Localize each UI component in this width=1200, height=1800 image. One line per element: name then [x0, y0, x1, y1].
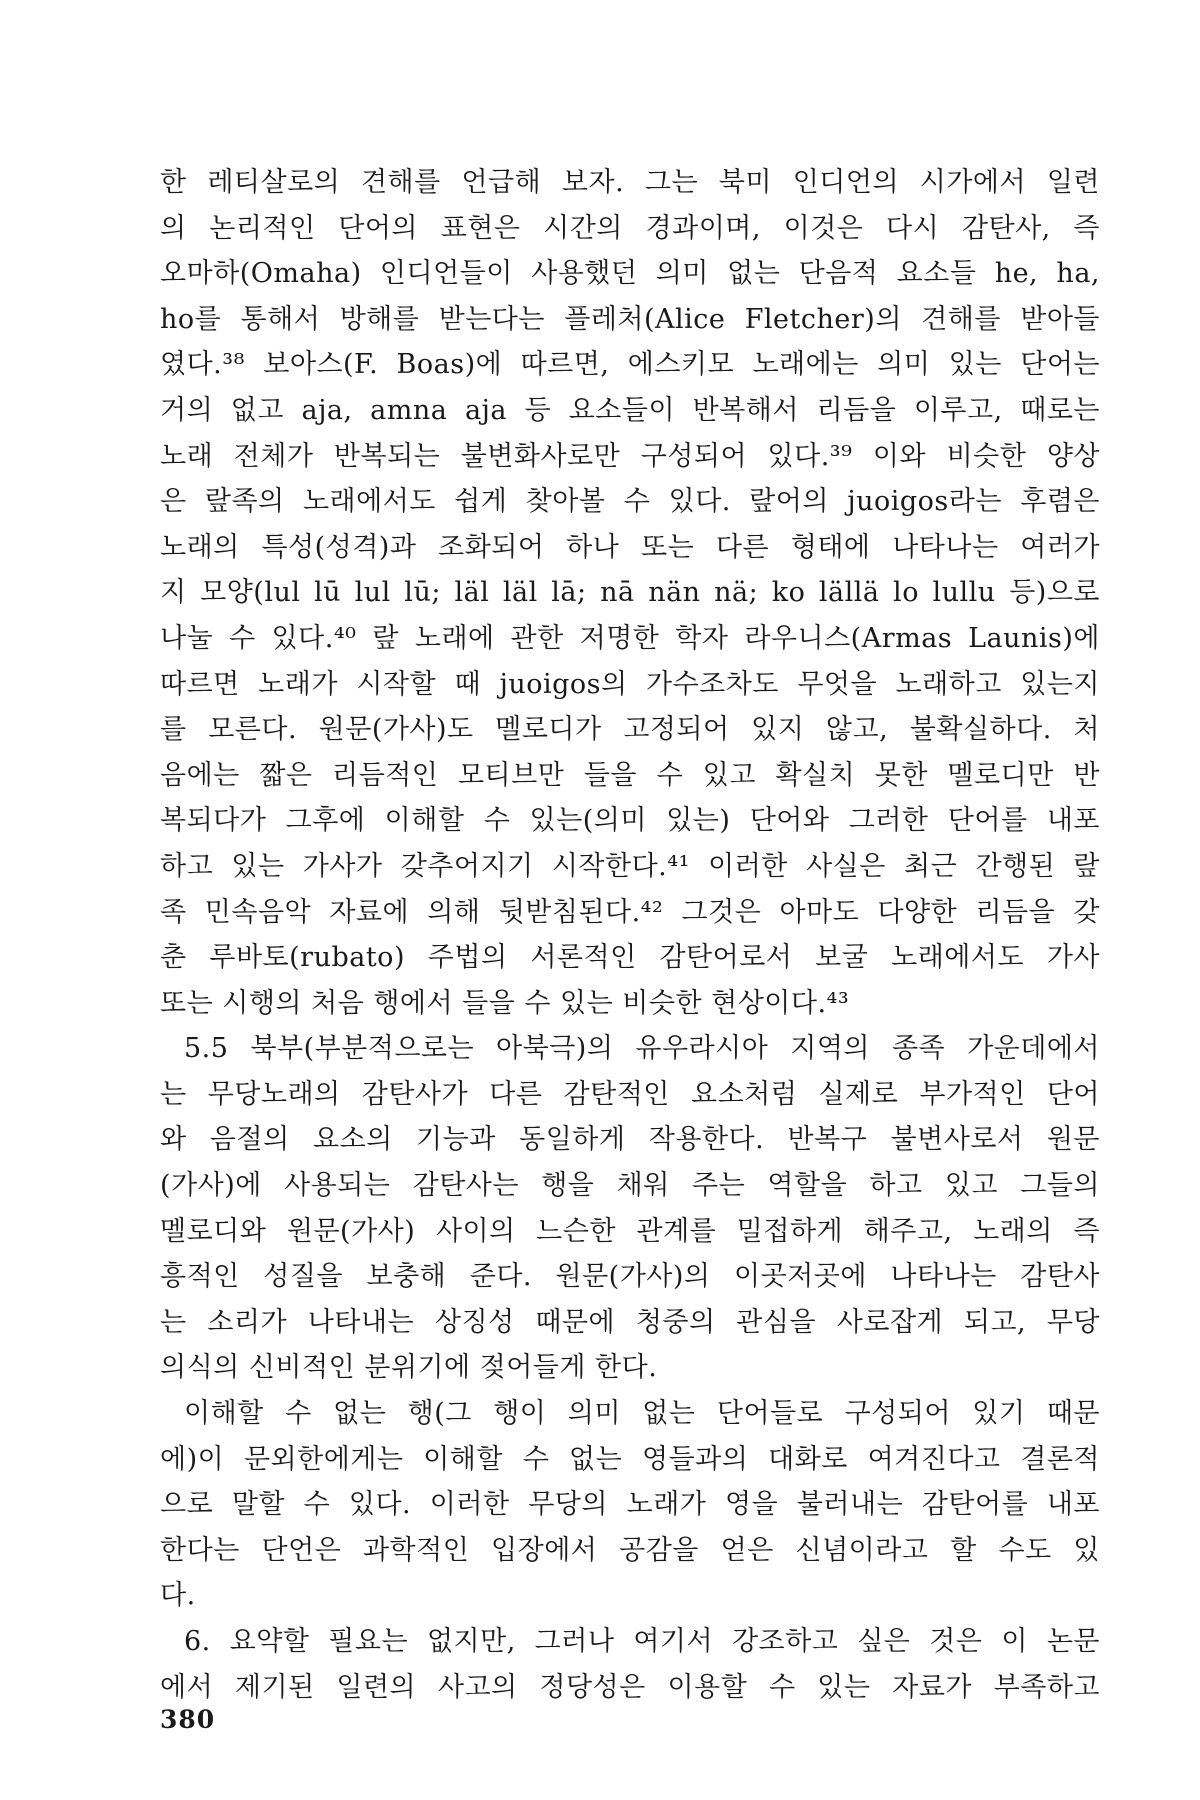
- text-line: 나눌 수 있다.⁴⁰ 랖 노래에 관한 저명한 학자 라우니스(Armas Launis)에: [160, 622, 1100, 654]
- text-line: 와 음절의 요소의 기능과 동일하게 작용한다. 반복구 불변사로서 원문: [160, 1124, 1100, 1156]
- text-line: 따르면 노래가 시작할 때 juoigos의 가수조차도 무엇을 노래하고 있는지: [160, 668, 1100, 700]
- text-line: 지 모양(lul lū lul lū; läl läl lā; nā nän nä; ko lällä lo lullu 등)으로: [160, 577, 1100, 609]
- text-line: 으로 말할 수 있다. 이러한 무당의 노래가 영을 불러내는 감탄어를 내포: [160, 1489, 1100, 1521]
- text-line: ho를 통해서 방해를 받는다는 플레처(Alice Fletcher)의 견해를 받아들: [160, 303, 1100, 335]
- body-text: [160, 160, 1100, 1710]
- section-heading-line: 5.5 북부(부분적으로는 아북극)의 유우라시아 지역의 종족 가운데에서: [184, 1033, 1100, 1065]
- text-line: 에서 제기된 일련의 사고의 정당성은 이용할 수 있는 자료가 부족하고: [160, 1671, 1100, 1703]
- text-line: 노래 전체가 반복되는 불변화사로만 구성되어 있다.³⁹ 이와 비슷한 양상: [160, 440, 1100, 472]
- text-line: 한다는 단언은 과학적인 입장에서 공감을 얻은 신념이라고 할 수도 있: [160, 1534, 1100, 1566]
- text-line: 은 랖족의 노래에서도 쉽게 찾아볼 수 있다. 랖어의 juoigos라는 후렴은: [160, 486, 1100, 518]
- text-line: (가사)에 사용되는 감탄사는 행을 채워 주는 역할을 하고 있고 그들의: [160, 1170, 1100, 1202]
- text-line: 한 레티살로의 견해를 언급해 보자. 그는 북미 인디언의 시가에서 일련: [160, 167, 1100, 198]
- text-line: 는 무당노래의 감탄사가 다른 감탄적인 요소처럼 실제로 부가적인 단어: [160, 1078, 1100, 1110]
- text-line: 흥적인 성질을 보충해 준다. 원문(가사)의 이곳저곳에 나타나는 감탄사: [160, 1261, 1100, 1293]
- text-line: 를 모른다. 원문(가사)도 멜로디가 고정되어 있지 않고, 불확실하다. 처: [160, 714, 1100, 746]
- text-line: 노래의 특성(성격)과 조화되어 하나 또는 다른 형태에 나타나는 여러가: [160, 531, 1100, 563]
- text-line: 복되다가 그후에 이해할 수 있는(의미 있는) 단어와 그러한 단어를 내포: [160, 805, 1100, 837]
- text-line: 였다.³⁸ 보아스(F. Boas)에 따르면, 에스키모 노래에는 의미 있는 단어는: [160, 349, 1100, 381]
- text-line: 음에는 짧은 리듬적인 모티브만 들을 수 있고 확실치 못한 멜로디만 반: [160, 759, 1100, 791]
- text-line: 이해할 수 없는 행(그 행이 의미 없는 단어들로 구성되어 있기 때문: [184, 1398, 1100, 1430]
- page-number: 380: [160, 1705, 216, 1734]
- text-line: 에)이 문외한에게는 이해할 수 없는 영들과의 대화로 여겨진다고 결론적: [160, 1443, 1100, 1475]
- text-line: 춘 루바토(rubato) 주법의 서론적인 감탄어로서 보굴 노래에서도 가사: [160, 942, 1100, 974]
- text-line: 오마하(Omaha) 인디언들이 사용했던 의미 없는 단음적 요소들 he, ha,: [160, 258, 1100, 290]
- section-heading-line: 6. 요약할 필요는 없지만, 그러나 여기서 강조하고 싶은 것은 이 논문: [184, 1626, 1100, 1657]
- text-line: 는 소리가 나타내는 상징성 때문에 청중의 관심을 사로잡게 되고, 무당: [160, 1306, 1100, 1338]
- text-line: 거의 없고 aja, amna aja 등 요소들이 반복해서 리듬을 이루고, 때로는: [160, 394, 1100, 426]
- text-line: 의식의 신비적인 분위기에 젖어들게 한다.: [160, 1352, 658, 1384]
- text-line: 다.: [160, 1580, 196, 1612]
- text-line: 또는 시행의 처음 행에서 들을 수 있는 비슷한 현상이다.⁴³: [160, 987, 850, 1019]
- text-line: 하고 있는 가사가 갖추어지기 시작한다.⁴¹ 이러한 사실은 최근 간행된 랖: [160, 850, 1100, 882]
- text-line: 의 논리적인 단어의 표현은 시간의 경과이며, 이것은 다시 감탄사, 즉: [160, 212, 1100, 244]
- text-line: 족 민속음악 자료에 의해 뒷받침된다.⁴² 그것은 아마도 다양한 리듬을 갖: [160, 896, 1100, 928]
- text-line: 멜로디와 원문(가사) 사이의 느슨한 관계를 밀접하게 해주고, 노래의 즉: [160, 1215, 1100, 1247]
